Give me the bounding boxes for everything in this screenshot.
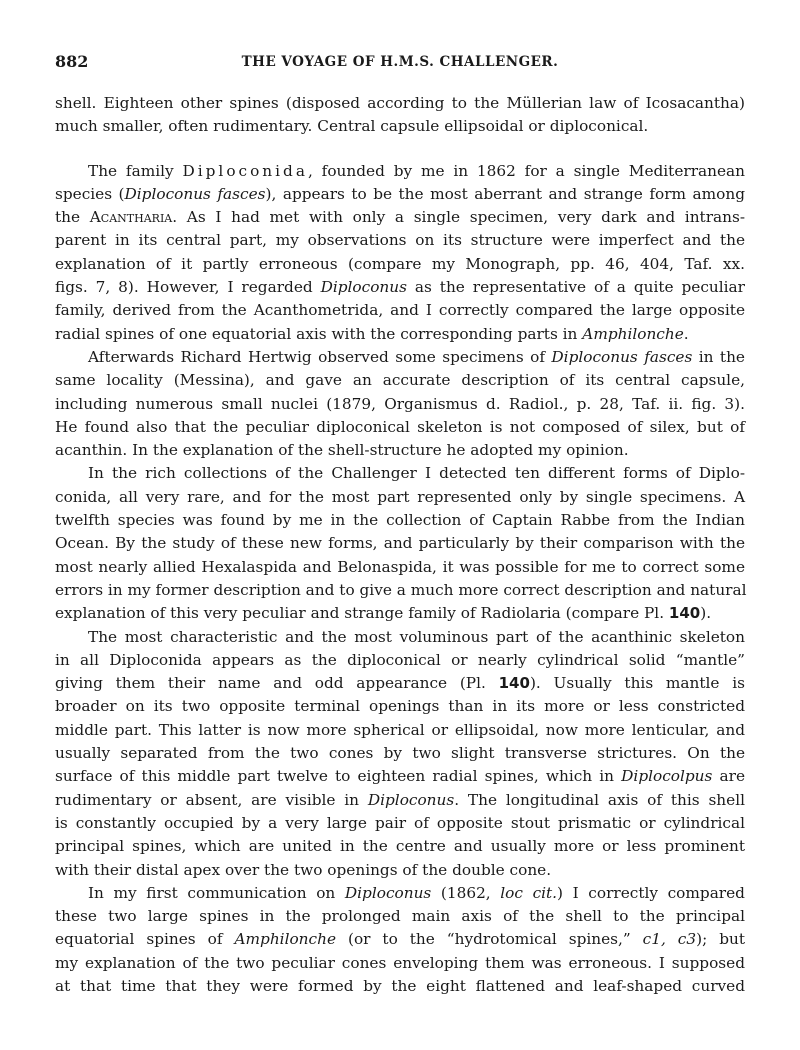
family-name-spaced: Diploconida xyxy=(182,161,308,180)
text-line: my explanation of the two peculiar cones enveloping them was erroneous. I supposed xyxy=(55,953,745,972)
text-line: twelfth species was found by me in the collection of Captain Rabbe from the Indian xyxy=(55,511,745,530)
spine-label-italic: c1, c3 xyxy=(642,930,697,949)
text-line: In my first communication on Diploconus (1862, loc cit.) I correctly compared xyxy=(88,883,745,902)
paragraph-3 xyxy=(55,346,745,462)
plate-number: 140 xyxy=(668,604,701,623)
text-line: shell. Eighteen other spines (disposed according to the Müllerian law of Icosacantha) xyxy=(55,94,745,112)
text-line: explanation of it partly erroneous (compare my Monograph, pp. 46, 404, Taf. xx. xyxy=(55,254,745,273)
text-line: with their distal apex over the two openings of the double cone. xyxy=(55,860,552,879)
paragraph-2 xyxy=(55,160,745,346)
small-caps-term: Acantharia xyxy=(89,208,173,227)
text-line: the Acantharia. As I had met with only a single specimen, very dark and intrans- xyxy=(55,208,745,227)
text-line: family, derived from the Acanthometrida, and I correctly compared the large opposite xyxy=(55,301,745,320)
plate-number: 140 xyxy=(498,674,530,693)
text-line: surface of this middle part twelve to eighteen radial spines, which in Diplocolpus are xyxy=(55,767,745,786)
text-line: principal spines, which are united in the centre and usually more or less prominent xyxy=(55,837,745,856)
text-line: usually separated from the two cones by two slight transverse strictures. On the xyxy=(55,744,745,763)
text-line: in all Diploconida appears as the diploconical or nearly cylindrical solid “mantle” xyxy=(55,650,745,669)
text-line: figs. 7, 8). However, I regarded Diploconus as the representative of a quite peculiar xyxy=(55,278,745,297)
taxon-italic: Amphilonche xyxy=(582,324,684,343)
taxon-italic: Amphilonche xyxy=(234,930,336,949)
taxon-italic: Diploconus xyxy=(320,278,407,297)
text-line: acanthin. In the explanation of the shell-structure he adopted my opinion. xyxy=(55,441,629,460)
text-line: Afterwards Richard Hertwig observed some specimens of Diploconus fasces in the xyxy=(88,347,745,366)
taxon-italic: Diploconus fasces xyxy=(124,184,266,203)
body-text xyxy=(55,92,745,998)
paragraph-1 xyxy=(55,92,745,139)
text-line: at that time that they were formed by the eight flattened and leaf-shaped curved xyxy=(55,976,745,995)
taxon-italic: Diploconus xyxy=(344,883,432,902)
text-line: Ocean. By the study of these new forms, and particularly by their comparison with the xyxy=(55,534,745,553)
text-line: radial spines of one equatorial axis with the corresponding parts in Amphilonche. xyxy=(55,324,689,343)
text-line: broader on its two opposite terminal openings than in its more or less constricted xyxy=(55,697,745,716)
taxon-italic: Diplocolpus xyxy=(621,767,713,786)
paragraph-4 xyxy=(55,462,745,625)
paragraph-6 xyxy=(55,882,745,998)
paragraph-5 xyxy=(55,626,745,882)
text-line: same locality (Messina), and gave an accurate description of its central capsule, xyxy=(55,371,745,390)
text-line: most nearly allied Hexalaspida and Belonaspida, it was possible for me to correct some xyxy=(55,557,745,576)
text-line: including numerous small nuclei (1879, Organismus d. Radiol., p. 28, Taf. ii. fig. 3). xyxy=(55,394,745,413)
text-line: species (Diploconus fasces), appears to be the most aberrant and strange form among xyxy=(55,184,745,203)
taxon-italic: Diploconus xyxy=(367,790,455,809)
text-line: He found also that the peculiar diploconical skeleton is not composed of silex, but of xyxy=(55,417,745,436)
text-line: explanation of this very peculiar and strange family of Radiolaria (compare Pl. 140). xyxy=(55,604,712,623)
text-line: much smaller, often rudimentary. Central capsule ellipsoidal or diploconical. xyxy=(55,117,649,136)
text-line: giving them their name and odd appearance (Pl. 140). Usually this mantle is xyxy=(55,674,745,693)
text-line: In the rich collections of the Challenger I detected ten different forms of Diplo- xyxy=(88,464,745,483)
text-line: conida, all very rare, and for the most part represented only by single specimens. A xyxy=(55,487,745,506)
text-line: parent in its central part, my observations on its structure were imperfect and the xyxy=(55,231,745,250)
text-line: is constantly occupied by a very large pair of opposite stout prismatic or cylindrical xyxy=(55,813,745,832)
text-line: The most characteristic and the most voluminous part of the acanthinic skeleton xyxy=(88,627,745,646)
text-line: rudimentary or absent, are visible in Diploconus. The longitudinal axis of this shell xyxy=(55,790,745,809)
text-line: errors in my former description and to give a much more correct description and natural xyxy=(55,580,747,599)
text-line: The family Diploconida, founded by me in 1862 for a single Mediterranean xyxy=(88,161,746,180)
page-number: 882 xyxy=(55,52,89,71)
taxon-italic: Diploconus fasces xyxy=(551,347,693,366)
running-title: THE VOYAGE OF H.M.S. CHALLENGER. xyxy=(241,54,559,70)
text-line: equatorial spines of Amphilonche (or to the “hydrotomical spines,” c1, c3); but xyxy=(55,930,745,949)
text-line: middle part. This latter is now more spherical or ellipsoidal, now more lenticular, and xyxy=(55,720,745,739)
page-header xyxy=(55,52,745,74)
text-line: these two large spines in the prolonged main axis of the shell to the principal xyxy=(55,907,745,926)
citation-italic: loc cit. xyxy=(500,883,558,902)
